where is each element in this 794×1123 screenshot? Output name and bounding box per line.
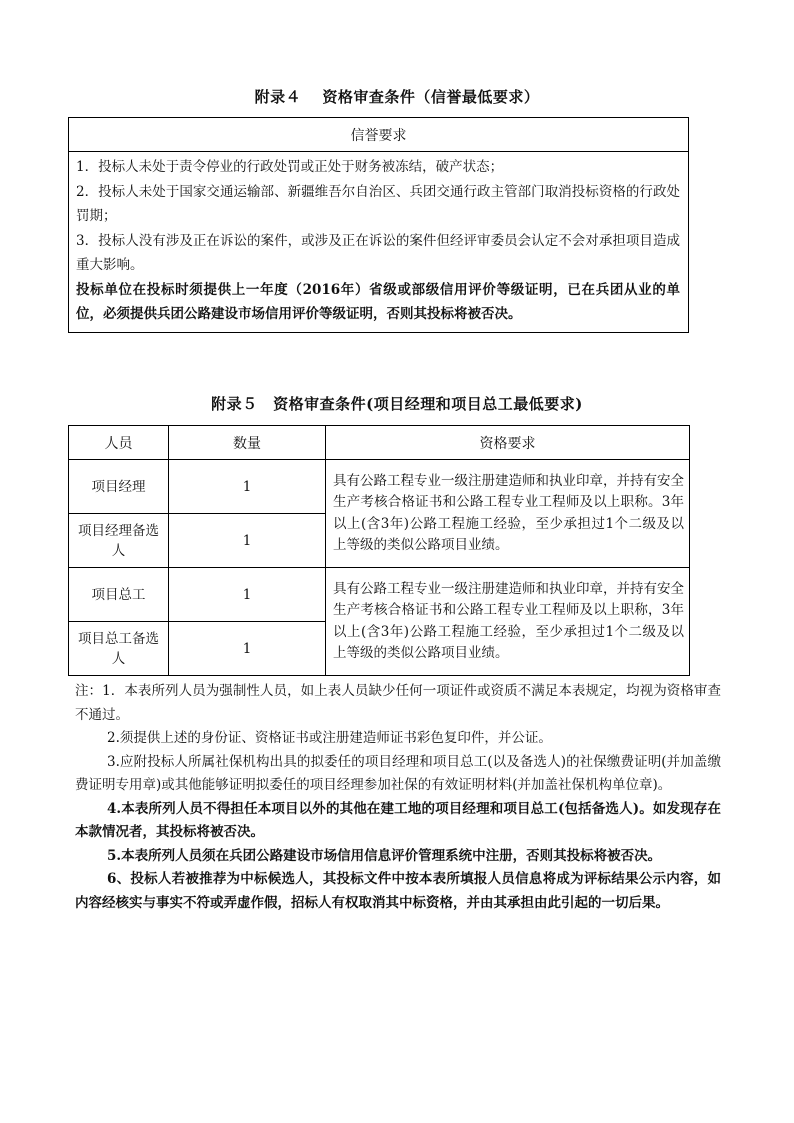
notes-section — [75, 680, 721, 915]
note-4: 4.本表所列人员不得担任本项目以外的其他在建工地的项目经理和项目总工(包括备选人)。如发现存在本款情况者，其投标将被否决。 — [75, 800, 721, 840]
role-cell: 项目总工 — [69, 568, 169, 622]
note-6: 6、投标人若被推荐为中标候选人，其投标文件中按本表所填报人员信息将成为评标结果公示内容，如内容经核实与事实不符或弄虚作假，招标人有权取消其中标资格，并由其承担由此引起的一切后果。 — [75, 871, 721, 911]
credit-requirements-table — [68, 117, 689, 333]
table-row — [69, 460, 690, 514]
table-row — [69, 568, 690, 622]
credit-item-2: 2．投标人未处于国家交通运输部、新疆维吾尔自治区、兵团交通行政主管部门取消投标资格的行政处罚期； — [76, 183, 680, 224]
note-3: 3.应附投标人所属社保机构出具的拟委任的项目经理和项目总工(以及备选人)的社保缴费证明(并加盖缴费证明专用章)或其他能够证明拟委任的项目经理参加社保的有效证明材料(并加盖社保机构单位章)。 — [75, 753, 721, 793]
appendix4-title: 附录４ 资格审查条件（信誉最低要求） — [254, 88, 540, 106]
requirement-cell-engineer: 具有公路工程专业一级注册建造师和执业印章，并持有安全生产考核合格证书和公路工程专业工程师及以上职称，3年以上(含3年)公路工程施工经验，至少承担过1个二级及以上等级的类似公路项目业绩。 — [326, 568, 690, 676]
table-header-row — [69, 426, 690, 460]
credit-item-1: 1．投标人未处于责令停业的行政处罚或正处于财务被冻结，破产状态； — [76, 159, 504, 175]
role-cell: 项目总工备选人 — [69, 622, 169, 676]
credit-item-bold: 投标单位在投标时须提供上一年度（2016年）省级或部级信用评价等级证明，已在兵团从业的单位，必须提供兵团公路建设市场信用评价等级证明，否则其投标将被否决。 — [76, 281, 680, 322]
quantity-cell: 1 — [169, 622, 326, 676]
column-header-personnel: 人员 — [69, 426, 169, 460]
quantity-cell: 1 — [169, 514, 326, 568]
credit-requirements-header: 信誉要求 — [69, 118, 689, 152]
note-5: 5.本表所列人员须在兵团公路建设市场信用信息评价管理系统中注册，否则其投标将被否决。 — [107, 847, 662, 864]
personnel-requirements-table — [68, 425, 690, 676]
requirement-cell-manager: 具有公路工程专业一级注册建造师和执业印章，并持有安全生产考核合格证书和公路工程专业工程师及以上职称。3年以上(含3年)公路工程施工经验，至少承担过1个二级及以上等级的类似公路项目业绩。 — [326, 460, 690, 568]
quantity-cell: 1 — [169, 568, 326, 622]
credit-item-3: 3．投标人没有涉及正在诉讼的案件，或涉及正在诉讼的案件但经评审委员会认定不会对承担项目造成重大影响。 — [76, 232, 680, 273]
role-cell: 项目经理 — [69, 460, 169, 514]
credit-requirements-body — [69, 152, 689, 333]
role-cell: 项目经理备选人 — [69, 514, 169, 568]
column-header-quantity: 数量 — [169, 426, 326, 460]
quantity-cell: 1 — [169, 460, 326, 514]
appendix5-title: 附录５ 资格审查条件(项目经理和项目总工最低要求) — [211, 395, 583, 413]
note-2: 2.须提供上述的身份证、资格证书或注册建造师证书彩色复印件，并公证。 — [107, 730, 552, 746]
column-header-requirements: 资格要求 — [326, 426, 690, 460]
note-1: 注：1．本表所列人员为强制性人员，如上表人员缺少任何一项证件或资质不满足本表规定，均视为资格审查不通过。 — [75, 683, 721, 723]
